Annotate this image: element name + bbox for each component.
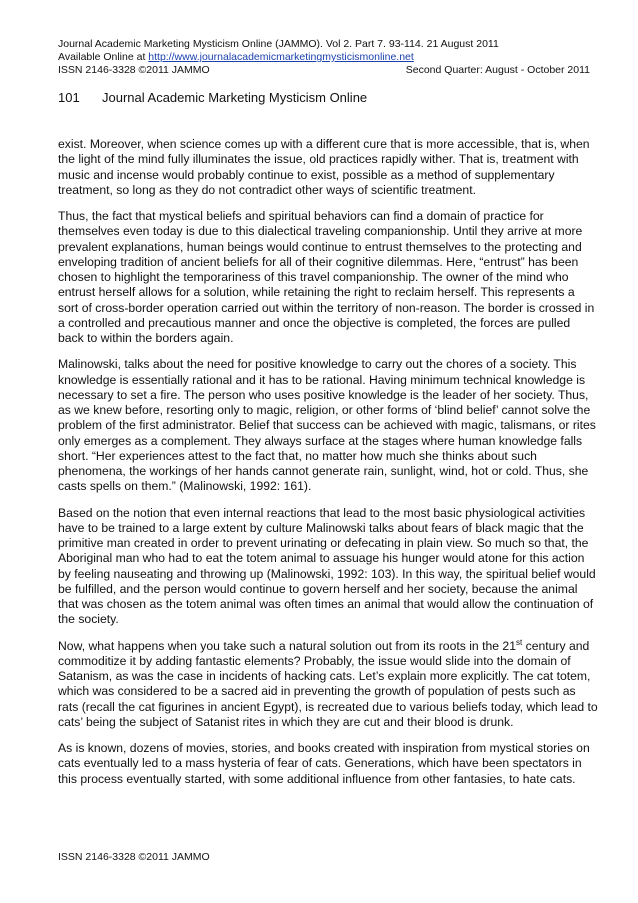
paragraph (58, 639, 598, 731)
paragraph-text: century and commoditize it by adding fantastic elements? Probably, the issue would slide into the domain of Satanism, as was the case in incidents of hacking cats. Let’s explain more explicitly. The cat totem, which was considered to be a sacred aid in preventing the growth of population of pests such as rats (recall the cat figurines in ancient Egypt), is recreated due to various beliefs today, which lead to cats’ being the subject of Satanist rites in which they are cut and their blood is drunk. (58, 638, 598, 729)
paragraph: Malinowski, talks about the need for positive knowledge to carry out the chores of a society. This knowledge is essentially rational and it has to be rational. Having minimum technical knowledge is necessary to set a fire. The person who uses positive knowledge is the leader of her society. Thus, as we knew before, resorting only to magic, religion, or other forms of ‘blind belief’ cannot solve the problem of the first administrator. Belief that success can be achieved with magic, talismans, or rites only emerges as a complement. They always surface at the stages where human knowledge falls short. “Her experiences attest to the fact that, no matter how much she thinks about such phenomena, the workings of her hands cannot generate rain, sunlight, wind, hot or cold. Thus, she casts spells on them.” (Malinowski, 1992: 161). (58, 357, 596, 494)
header-quarter: Second Quarter: August - October 2011 (405, 64, 590, 76)
paragraph-text: Now, what happens when you take such a natural solution out from its roots in the 21 (58, 638, 516, 653)
paragraph: Thus, the fact that mystical beliefs and spiritual behaviors can find a domain of practice for themselves even today is due to this dialectical traveling companionship. Until they arrive at more prevalent explanations, human beings would continue to entrust themselves to the protecting and enveloping tradition of ancient beliefs for all of their cognitive dilemmas. Here, “entrust” has been chosen to highlight the temporariness of this travel companionship. The owner of the mind who entrust herself allows for a solution, while retaining the right to reclaim herself. This represents a sort of cross-border operation carried out within the territory of non-reason. The border is crossed in a controlled and precautious manner and once the objective is completed, the forces are pulled back to within the borders again. (58, 209, 595, 345)
paragraph: exist. Moreover, when science comes up with a different cure that is more accessible, that is, when the light of the mind fully illuminates the issue, old practices rapidly wither. That is, treatment with music and incense would probably continue to exist, possible as a method of supplementary treatment, so long as they do not contradict other ways of scientific treatment. (58, 137, 590, 197)
header-availability-prefix: Available Online at (58, 51, 149, 63)
paragraph: As is known, dozens of movies, stories, and books created with inspiration from mystical stories on cats eventually led to a mass hysteria of fear of cats. Generations, which have been spectators in this process eventually started, with some additional influence from other fantasies, to hate cats. (58, 741, 590, 786)
journal-header (58, 38, 590, 77)
header-citation: Journal Academic Marketing Mysticism Online (JAMMO). Vol 2. Part 7. 93-114. 21 August 2011 (58, 38, 499, 50)
page-number: 101 (58, 90, 80, 105)
header-availability (58, 51, 590, 64)
superscript: st (515, 637, 523, 647)
journal-url-link[interactable]: http://www.journalacademicmarketingmysticismonline.net (148, 51, 414, 63)
article-body (58, 137, 598, 798)
header-issn: ISSN 2146-3328 ©2011 JAMMO (58, 64, 210, 76)
page-footer: ISSN 2146-3328 ©2011 JAMMO (58, 851, 210, 863)
running-head (58, 90, 367, 106)
header-issn-row (58, 64, 590, 77)
running-title: Journal Academic Marketing Mysticism Online (102, 90, 368, 105)
paragraph: Based on the notion that even internal reactions that lead to the most basic physiological activities have to be trained to a large extent by culture Malinowski talks about fears of black magic that the primitive man created in order to prevent urinating or defecating in plain view. So much so that, the Aboriginal man who had to eat the totem animal to assuage his hunger would atone for this action by feeling nauseating and throwing up (Malinowski, 1992: 103). In this way, the spiritual belief would be fulfilled, and the person would continue to govern herself and her society, because the animal that was chosen as the totem animal was often times an animal that would allow the continuation of the society. (58, 505, 596, 627)
